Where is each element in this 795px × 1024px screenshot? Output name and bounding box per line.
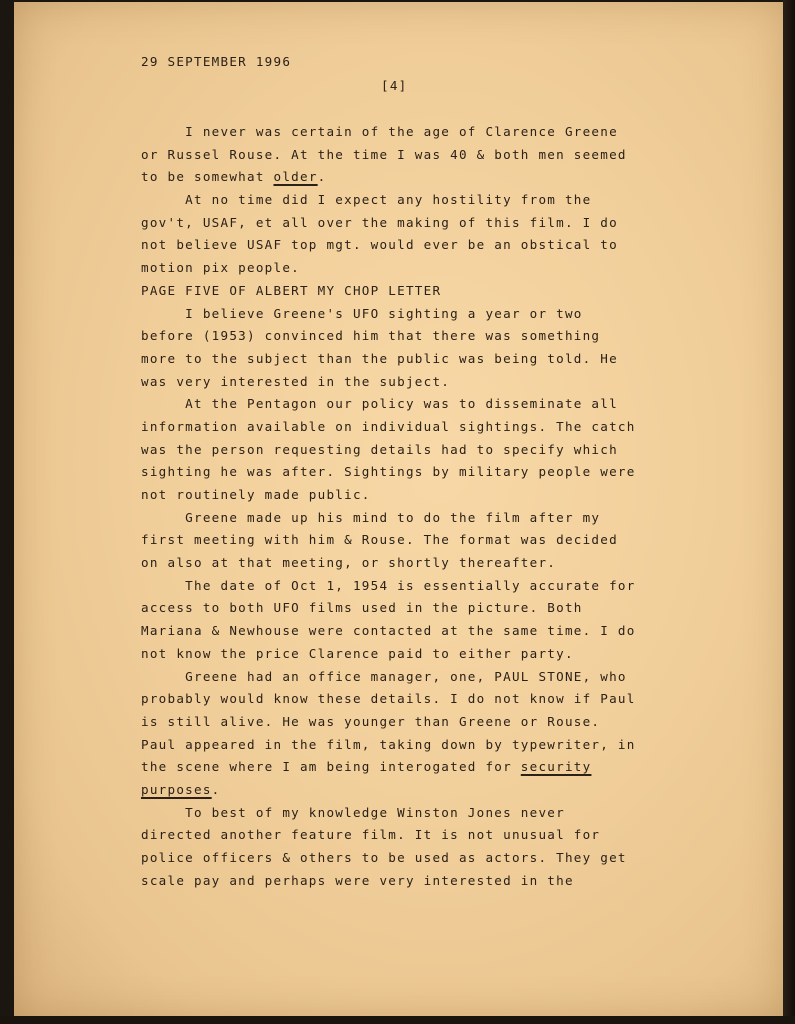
- underlined-word: purposes: [141, 781, 212, 797]
- text-line: [141, 484, 681, 507]
- text-line: [141, 393, 681, 416]
- text-line-content: information available on individual sightings. The catch: [141, 418, 636, 434]
- paper-edge-shadow: [783, 0, 795, 1024]
- text-line-content: access to both UFO films used in the picture. Both: [141, 600, 583, 616]
- text-line: [141, 529, 681, 552]
- text-line: [141, 348, 681, 371]
- text-line-content: to be somewhat: [141, 169, 274, 185]
- text-line: [141, 666, 681, 689]
- text-line-content: on also at that meeting, or shortly thereafter.: [141, 555, 557, 571]
- text-line-content: PAGE FIVE OF ALBERT MY CHOP LETTER: [141, 282, 442, 298]
- letter-date: 29 SEPTEMBER 1996: [141, 54, 292, 69]
- text-line-content: not know the price Clarence paid to either party.: [141, 645, 574, 661]
- text-line: [141, 507, 681, 530]
- text-line-content: Mariana & Newhouse were contacted at the same time. I do: [141, 623, 636, 639]
- text-line: [141, 280, 681, 303]
- text-line: [141, 824, 681, 847]
- text-line: [141, 802, 681, 825]
- text-line-content: is still alive. He was younger than Greene or Rouse.: [141, 713, 601, 729]
- text-line: [141, 416, 681, 439]
- text-line-content: At no time did I expect any hostility from the: [141, 192, 592, 208]
- text-line-content: scale pay and perhaps were very interested in the: [141, 872, 574, 888]
- text-line: [141, 711, 681, 734]
- letter-body: [141, 121, 681, 892]
- text-line: [141, 756, 681, 779]
- text-line: [141, 688, 681, 711]
- text-line-content: first meeting with him & Rouse. The format was decided: [141, 532, 618, 548]
- text-line-content: probably would know these details. I do not know if Paul: [141, 691, 636, 707]
- text-line: [141, 325, 681, 348]
- text-line-content: Greene had an office manager, one, PAUL STONE, who: [141, 668, 627, 684]
- text-line-content: directed another feature film. It is not unusual for: [141, 827, 601, 843]
- text-line-suffix: .: [317, 169, 327, 185]
- text-line: [141, 303, 681, 326]
- text-line-content: not routinely made public.: [141, 487, 371, 502]
- underlined-word: security: [520, 759, 592, 775]
- page-number: [4]: [381, 78, 408, 93]
- text-line-content: To best of my knowledge Winston Jones never: [141, 804, 565, 820]
- text-line: [141, 779, 681, 802]
- text-line-content: gov't, USAF, et all over the making of this film. I do: [141, 214, 618, 230]
- text-line: [141, 439, 681, 462]
- text-line-content: I never was certain of the age of Clarence Greene: [141, 124, 618, 139]
- text-line: [141, 552, 681, 575]
- text-line: [141, 144, 681, 167]
- text-line-content: At the Pentagon our policy was to disseminate all: [141, 396, 618, 412]
- text-line-content: Greene made up his mind to do the film after my: [141, 509, 601, 525]
- text-line-content: Paul appeared in the film, taking down by typewriter, in: [141, 736, 636, 752]
- text-line: [141, 189, 681, 212]
- text-line: [141, 620, 681, 643]
- text-line-content: before (1953) convinced him that there was something: [141, 328, 601, 344]
- text-line: [141, 643, 681, 666]
- paper-bottom-shadow: [0, 1016, 795, 1024]
- text-line: [141, 870, 681, 893]
- text-line: [141, 121, 681, 144]
- text-line-content: more to the subject than the public was being told. He: [141, 350, 618, 366]
- text-line: [141, 257, 681, 280]
- text-line-suffix: .: [211, 781, 221, 797]
- text-line-content: The date of Oct 1, 1954 is essentially accurate for: [141, 577, 636, 593]
- text-line: [141, 847, 681, 870]
- text-line-content: was very interested in the subject.: [141, 373, 451, 389]
- underlined-word: older: [273, 169, 318, 185]
- text-line-content: or Russel Rouse. At the time I was 40 & both men seemed: [141, 146, 627, 162]
- text-line: [141, 371, 681, 394]
- text-line-content: sighting he was after. Sightings by military people were: [141, 464, 636, 480]
- text-line: [141, 461, 681, 484]
- text-line-content: motion pix people.: [141, 260, 300, 276]
- text-line: [141, 734, 681, 757]
- text-line: [141, 212, 681, 235]
- text-line-content: the scene where I am being interogated for: [141, 759, 521, 775]
- text-line-content: not believe USAF top mgt. would ever be an obstical to: [141, 237, 618, 253]
- text-line-content: police officers & others to be used as actors. They get: [141, 850, 627, 865]
- text-line-content: I believe Greene's UFO sighting a year or two: [141, 305, 583, 321]
- text-line: [141, 597, 681, 620]
- text-line: [141, 575, 681, 598]
- text-line-content: was the person requesting details had to specify which: [141, 441, 618, 457]
- text-line: [141, 234, 681, 257]
- text-line: [141, 166, 681, 189]
